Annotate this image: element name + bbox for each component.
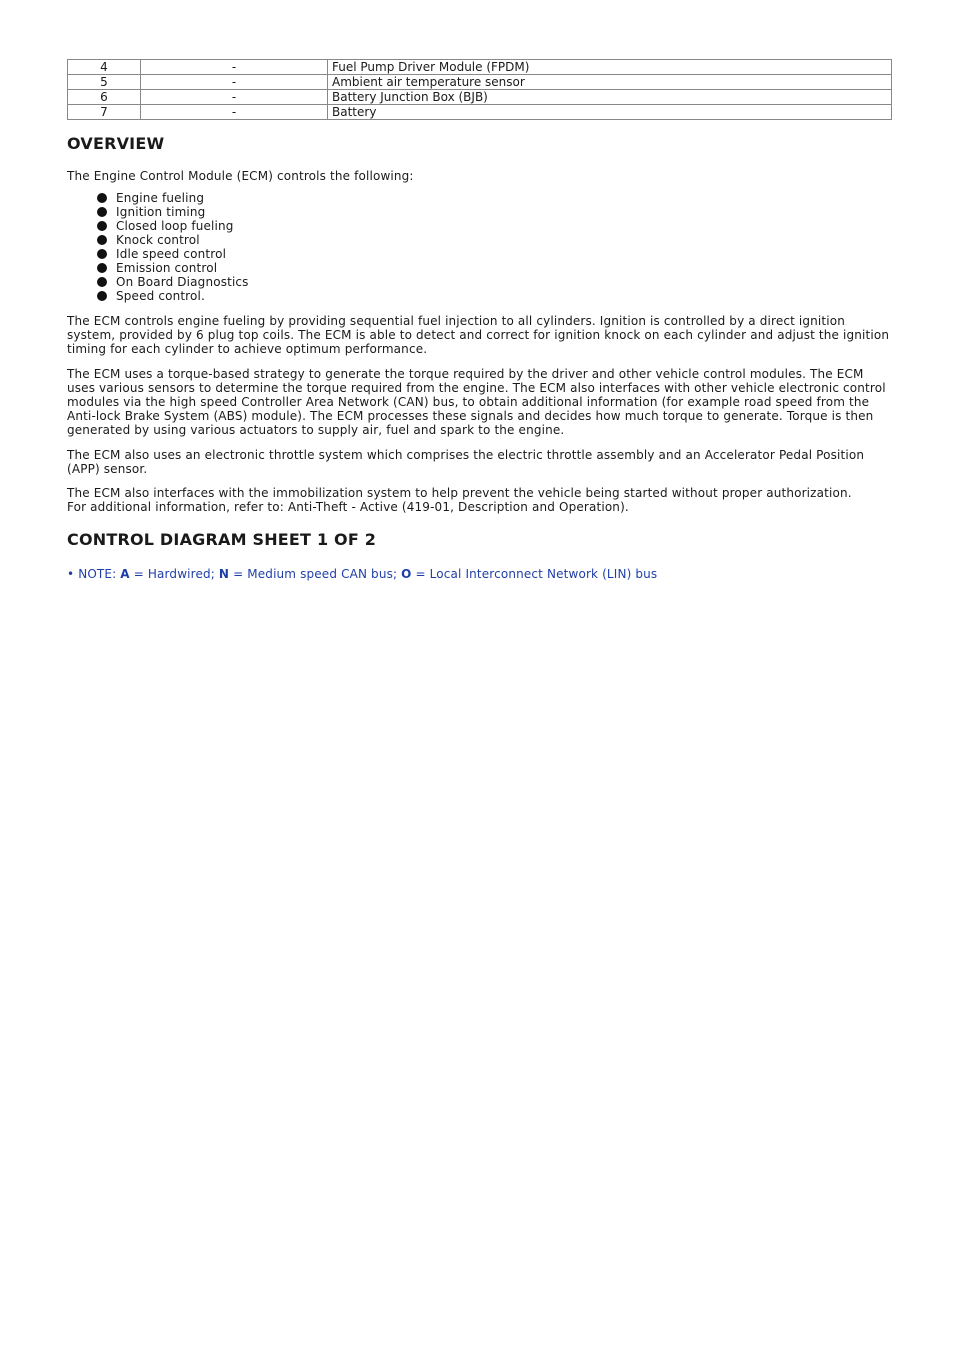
paragraph-reference: For additional information, refer to: Anti-Theft - Active (419-01, Description and Operation).	[67, 500, 629, 514]
list-item	[67, 289, 892, 303]
list-item-label: Closed loop fueling	[116, 219, 234, 233]
part-number: 6	[68, 90, 141, 105]
page-content	[67, 59, 892, 581]
part-number: 5	[68, 75, 141, 90]
note-line	[67, 567, 892, 581]
key-lin-text: = Local Interconnect Network (LIN) bus	[415, 567, 658, 581]
control-diagram-heading: CONTROL DIAGRAM SHEET 1 OF 2	[67, 530, 377, 549]
part-description: Fuel Pump Driver Module (FPDM)	[328, 60, 892, 75]
overview-intro: The Engine Control Module (ECM) controls the following:	[67, 169, 414, 183]
list-item	[67, 261, 892, 275]
table-row	[68, 90, 892, 105]
part-description: Battery Junction Box (BJB)	[328, 90, 892, 105]
list-item-label: Speed control.	[116, 289, 205, 303]
paragraph-fueling: The ECM controls engine fueling by providing sequential fuel injection to all cylinders. Ignition is controlled by a direct ignition system, provided by 6 plug top coils. The ECM is able to detect and correct for ignition knock on each cylinder and adjust the ignition timing for each cylinder to achieve optimum performance.	[67, 314, 890, 356]
list-item	[67, 205, 892, 219]
parts-table	[67, 59, 892, 120]
bullet-icon	[97, 277, 107, 287]
list-item	[67, 191, 892, 205]
paragraph-throttle: The ECM also uses an electronic throttle system which comprises the electric throttle assembly and an Accelerator Pedal Position (APP) sensor.	[67, 448, 865, 476]
list-item-label: Emission control	[116, 261, 218, 275]
list-item-label: On Board Diagnostics	[116, 275, 249, 289]
feature-list	[67, 191, 892, 303]
list-item	[67, 275, 892, 289]
part-description: Ambient air temperature sensor	[328, 75, 892, 90]
list-item-label: Knock control	[116, 233, 200, 247]
key-hardwired-text: = Hardwired;	[133, 567, 215, 581]
key-hardwired: A	[120, 567, 130, 581]
part-description: Battery	[328, 105, 892, 120]
overview-heading: OVERVIEW	[67, 134, 165, 153]
bullet-icon	[97, 249, 107, 259]
note-prefix: • NOTE:	[67, 567, 117, 581]
key-lin: O	[401, 567, 412, 581]
paragraph-torque: The ECM uses a torque-based strategy to generate the torque required by the driver and other vehicle control modules. The ECM uses various sensors to determine the torque required from the engine. The ECM also interfaces with other vehicle electronic control modules via the high speed Controller Area Network (CAN) bus, to obtain additional information (for example road speed from the Anti-lock Brake System (ABS) module). The ECM processes these signals and decides how much torque to generate. Torque is then generated by using various actuators to supply air, fuel and spark to the engine.	[67, 367, 886, 437]
list-item	[67, 219, 892, 233]
table-row	[68, 75, 892, 90]
part-number: 4	[68, 60, 141, 75]
bullet-icon	[97, 207, 107, 217]
key-medium-can: N	[218, 567, 230, 581]
list-item	[67, 247, 892, 261]
bullet-icon	[97, 193, 107, 203]
paragraph-immobilization: The ECM also interfaces with the immobilization system to help prevent the vehicle being started without proper authorization.	[67, 486, 852, 500]
list-item-label: Idle speed control	[116, 247, 227, 261]
table-row	[68, 105, 892, 120]
bullet-icon	[97, 235, 107, 245]
list-item	[67, 233, 892, 247]
bullet-icon	[97, 263, 107, 273]
part-ref: -	[141, 105, 328, 120]
table-row	[68, 60, 892, 75]
key-medium-can-text: = Medium speed CAN bus;	[233, 567, 398, 581]
bullet-icon	[97, 291, 107, 301]
part-number: 7	[68, 105, 141, 120]
part-ref: -	[141, 75, 328, 90]
part-ref: -	[141, 90, 328, 105]
part-ref: -	[141, 60, 328, 75]
list-item-label: Engine fueling	[116, 191, 205, 205]
list-item-label: Ignition timing	[116, 205, 206, 219]
bullet-icon	[97, 221, 107, 231]
